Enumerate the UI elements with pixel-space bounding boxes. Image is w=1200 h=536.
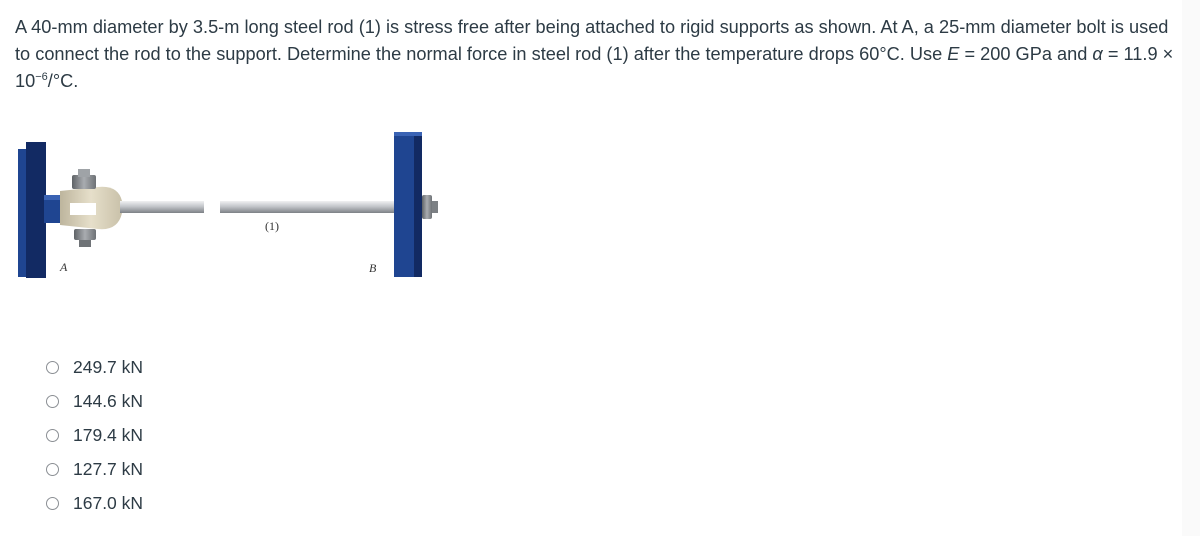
support-a-face — [18, 149, 26, 277]
label-a: A — [60, 260, 68, 274]
support-a — [18, 142, 60, 278]
answer-option-label: 127.7 kN — [73, 458, 144, 479]
rod-segment-left — [120, 201, 204, 213]
answer-option[interactable] — [46, 350, 143, 384]
clevis-slot — [70, 203, 96, 215]
clevis-a — [60, 169, 122, 247]
answer-option-label: 167.0 kN — [73, 492, 144, 513]
question-part-4: /°C. — [47, 71, 79, 91]
radio-button[interactable] — [46, 361, 59, 374]
answer-option[interactable] — [46, 418, 143, 452]
page-margin-strip — [1182, 0, 1200, 536]
support-a-side — [26, 142, 46, 278]
symbol-alpha: α — [1092, 44, 1103, 64]
answer-option-label: 179.4 kN — [73, 424, 144, 445]
label-rod-1: (1) — [265, 219, 279, 233]
radio-button[interactable] — [46, 497, 59, 510]
question-part-2: = 200 GPa and — [959, 44, 1093, 64]
label-b: B — [369, 261, 377, 275]
question-text — [15, 14, 1180, 95]
end-nut-icon — [422, 195, 432, 219]
answer-option[interactable] — [46, 384, 143, 418]
bolt-nut-icon — [74, 229, 96, 240]
exponent: −6 — [35, 71, 48, 83]
question-part-3: = 11.9 × 10 — [15, 44, 1174, 91]
question-part-1: A 40-mm diameter by 3.5-m long steel rod (1) is stress free after being attached to rigid supports as shown. At A, a 25-mm diameter bolt is used to connect the rod to the support. Determine the normal force in steel rod (1) after the temperature drops 60°C. Use — [15, 17, 1169, 64]
answer-options — [46, 350, 143, 520]
rod-support-diagram — [18, 125, 450, 285]
support-b-side — [414, 132, 422, 277]
radio-button[interactable] — [46, 395, 59, 408]
answer-option-label: 144.6 kN — [73, 390, 144, 411]
answer-option[interactable] — [46, 486, 143, 520]
rod-segment-right — [220, 201, 394, 213]
answer-option-label: 249.7 kN — [73, 356, 144, 377]
radio-button[interactable] — [46, 463, 59, 476]
answer-option[interactable] — [46, 452, 143, 486]
symbol-e: E — [947, 44, 960, 64]
bolt-head-icon — [72, 175, 96, 189]
support-b — [394, 132, 438, 277]
radio-button[interactable] — [46, 429, 59, 442]
